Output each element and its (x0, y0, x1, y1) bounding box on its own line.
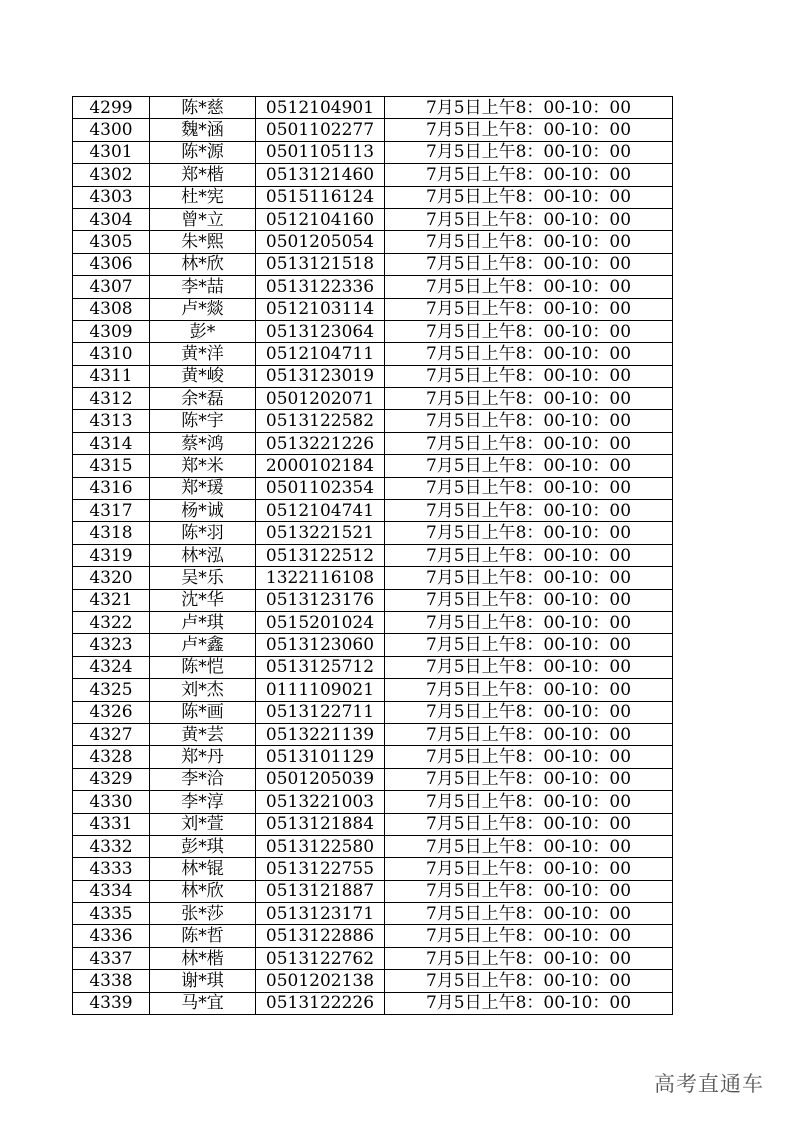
table-row (73, 410, 673, 432)
candidate-name-cell: 郑*瑗 (150, 477, 256, 499)
candidate-id-cell: 2000102184 (256, 455, 385, 477)
candidate-name-cell: 沈*华 (150, 589, 256, 611)
candidate-id-cell: 0513101129 (256, 746, 385, 768)
candidate-id-cell: 0513123060 (256, 634, 385, 656)
candidate-name-cell: 郑*楷 (150, 164, 256, 186)
candidate-id-cell: 0513123176 (256, 589, 385, 611)
row-number-cell: 4319 (73, 544, 150, 566)
candidate-name-cell: 陈*慈 (150, 97, 256, 119)
candidate-name-cell: 陈*羽 (150, 522, 256, 544)
row-number-cell: 4315 (73, 455, 150, 477)
exam-time-cell: 7月5日上午8：00-10：00 (385, 276, 673, 298)
candidate-id-cell: 1322116108 (256, 567, 385, 589)
exam-time-cell: 7月5日上午8：00-10：00 (385, 679, 673, 701)
candidate-id-cell: 0513122226 (256, 992, 385, 1014)
row-number-cell: 4337 (73, 947, 150, 969)
exam-time-cell: 7月5日上午8：00-10：00 (385, 208, 673, 230)
candidate-id-cell: 0513122336 (256, 276, 385, 298)
table-row (73, 388, 673, 410)
candidate-name-cell: 林*欣 (150, 253, 256, 275)
exam-time-cell: 7月5日上午8：00-10：00 (385, 477, 673, 499)
candidate-id-cell: 0515116124 (256, 186, 385, 208)
row-number-cell: 4299 (73, 97, 150, 119)
exam-time-cell: 7月5日上午8：00-10：00 (385, 835, 673, 857)
candidate-name-cell: 黄*芸 (150, 723, 256, 745)
row-number-cell: 4305 (73, 231, 150, 253)
candidate-id-cell: 0513122886 (256, 925, 385, 947)
exam-time-cell: 7月5日上午8：00-10：00 (385, 768, 673, 790)
table-row (73, 208, 673, 230)
row-number-cell: 4331 (73, 813, 150, 835)
row-number-cell: 4324 (73, 656, 150, 678)
row-number-cell: 4303 (73, 186, 150, 208)
exam-schedule-table-body (73, 97, 673, 1015)
candidate-name-cell: 陈*宇 (150, 410, 256, 432)
table-row (73, 298, 673, 320)
table-row (73, 679, 673, 701)
row-number-cell: 4317 (73, 500, 150, 522)
candidate-name-cell: 杜*宪 (150, 186, 256, 208)
candidate-name-cell: 卢*鑫 (150, 634, 256, 656)
exam-time-cell: 7月5日上午8：00-10：00 (385, 141, 673, 163)
table-row (73, 970, 673, 992)
table-row (73, 119, 673, 141)
candidate-name-cell: 卢*琪 (150, 611, 256, 633)
table-row (73, 656, 673, 678)
candidate-name-cell: 彭* (150, 320, 256, 342)
table-row (73, 253, 673, 275)
candidate-name-cell: 陈*画 (150, 701, 256, 723)
exam-time-cell: 7月5日上午8：00-10：00 (385, 164, 673, 186)
row-number-cell: 4320 (73, 567, 150, 589)
candidate-name-cell: 郑*丹 (150, 746, 256, 768)
exam-time-cell: 7月5日上午8：00-10：00 (385, 701, 673, 723)
row-number-cell: 4334 (73, 880, 150, 902)
candidate-name-cell: 刘*杰 (150, 679, 256, 701)
candidate-name-cell: 林*楷 (150, 947, 256, 969)
candidate-id-cell: 0513122512 (256, 544, 385, 566)
table-row (73, 701, 673, 723)
candidate-id-cell: 0513221003 (256, 791, 385, 813)
row-number-cell: 4310 (73, 343, 150, 365)
table-row (73, 925, 673, 947)
row-number-cell: 4329 (73, 768, 150, 790)
candidate-name-cell: 林*泓 (150, 544, 256, 566)
exam-schedule-table (72, 96, 673, 1015)
table-row (73, 432, 673, 454)
candidate-name-cell: 刘*萱 (150, 813, 256, 835)
candidate-id-cell: 0513125712 (256, 656, 385, 678)
row-number-cell: 4325 (73, 679, 150, 701)
candidate-id-cell: 0513123171 (256, 903, 385, 925)
exam-time-cell: 7月5日上午8：00-10：00 (385, 589, 673, 611)
exam-time-cell: 7月5日上午8：00-10：00 (385, 611, 673, 633)
table-row (73, 231, 673, 253)
row-number-cell: 4313 (73, 410, 150, 432)
candidate-id-cell: 0513221521 (256, 522, 385, 544)
exam-time-cell: 7月5日上午8：00-10：00 (385, 186, 673, 208)
row-number-cell: 4336 (73, 925, 150, 947)
row-number-cell: 4306 (73, 253, 150, 275)
candidate-name-cell: 马*宜 (150, 992, 256, 1014)
candidate-name-cell: 黄*洋 (150, 343, 256, 365)
candidate-id-cell: 0501205054 (256, 231, 385, 253)
exam-time-cell: 7月5日上午8：00-10：00 (385, 97, 673, 119)
candidate-id-cell: 0513122582 (256, 410, 385, 432)
exam-time-cell: 7月5日上午8：00-10：00 (385, 544, 673, 566)
candidate-id-cell: 0512104160 (256, 208, 385, 230)
exam-time-cell: 7月5日上午8：00-10：00 (385, 119, 673, 141)
table-row (73, 791, 673, 813)
candidate-id-cell: 0111109021 (256, 679, 385, 701)
table-row (73, 186, 673, 208)
candidate-name-cell: 林*锟 (150, 858, 256, 880)
candidate-id-cell: 0513221139 (256, 723, 385, 745)
exam-time-cell: 7月5日上午8：00-10：00 (385, 522, 673, 544)
candidate-id-cell: 0512103114 (256, 298, 385, 320)
row-number-cell: 4301 (73, 141, 150, 163)
row-number-cell: 4304 (73, 208, 150, 230)
row-number-cell: 4335 (73, 903, 150, 925)
candidate-name-cell: 蔡*鸿 (150, 432, 256, 454)
candidate-name-cell: 吴*乐 (150, 567, 256, 589)
row-number-cell: 4308 (73, 298, 150, 320)
candidate-id-cell: 0513121460 (256, 164, 385, 186)
candidate-id-cell: 0501202138 (256, 970, 385, 992)
exam-time-cell: 7月5日上午8：00-10：00 (385, 656, 673, 678)
table-row (73, 634, 673, 656)
row-number-cell: 4321 (73, 589, 150, 611)
row-number-cell: 4333 (73, 858, 150, 880)
exam-time-cell: 7月5日上午8：00-10：00 (385, 947, 673, 969)
candidate-name-cell: 卢*燚 (150, 298, 256, 320)
candidate-name-cell: 张*莎 (150, 903, 256, 925)
table-row (73, 611, 673, 633)
exam-time-cell: 7月5日上午8：00-10：00 (385, 365, 673, 387)
candidate-name-cell: 朱*熙 (150, 231, 256, 253)
table-row (73, 746, 673, 768)
row-number-cell: 4309 (73, 320, 150, 342)
candidate-id-cell: 0513122755 (256, 858, 385, 880)
candidate-name-cell: 杨*诚 (150, 500, 256, 522)
exam-time-cell: 7月5日上午8：00-10：00 (385, 746, 673, 768)
candidate-id-cell: 0501205039 (256, 768, 385, 790)
table-row (73, 858, 673, 880)
exam-time-cell: 7月5日上午8：00-10：00 (385, 925, 673, 947)
table-row (73, 343, 673, 365)
candidate-name-cell: 陈*哲 (150, 925, 256, 947)
table-row (73, 567, 673, 589)
exam-time-cell: 7月5日上午8：00-10：00 (385, 813, 673, 835)
watermark-text: 高考直通车 (654, 1072, 764, 1096)
candidate-id-cell: 0512104711 (256, 343, 385, 365)
candidate-id-cell: 0512104901 (256, 97, 385, 119)
candidate-name-cell: 彭*琪 (150, 835, 256, 857)
row-number-cell: 4330 (73, 791, 150, 813)
candidate-name-cell: 曾*立 (150, 208, 256, 230)
row-number-cell: 4338 (73, 970, 150, 992)
exam-time-cell: 7月5日上午8：00-10：00 (385, 723, 673, 745)
candidate-name-cell: 李*喆 (150, 276, 256, 298)
table-row (73, 365, 673, 387)
candidate-id-cell: 0512104741 (256, 500, 385, 522)
candidate-id-cell: 0513121887 (256, 880, 385, 902)
table-row (73, 835, 673, 857)
row-number-cell: 4316 (73, 477, 150, 499)
row-number-cell: 4314 (73, 432, 150, 454)
row-number-cell: 4328 (73, 746, 150, 768)
exam-time-cell: 7月5日上午8：00-10：00 (385, 500, 673, 522)
exam-time-cell: 7月5日上午8：00-10：00 (385, 880, 673, 902)
table-row (73, 455, 673, 477)
exam-time-cell: 7月5日上午8：00-10：00 (385, 253, 673, 275)
exam-time-cell: 7月5日上午8：00-10：00 (385, 410, 673, 432)
row-number-cell: 4323 (73, 634, 150, 656)
exam-time-cell: 7月5日上午8：00-10：00 (385, 320, 673, 342)
row-number-cell: 4307 (73, 276, 150, 298)
exam-time-cell: 7月5日上午8：00-10：00 (385, 858, 673, 880)
exam-time-cell: 7月5日上午8：00-10：00 (385, 298, 673, 320)
candidate-name-cell: 李*淳 (150, 791, 256, 813)
exam-time-cell: 7月5日上午8：00-10：00 (385, 903, 673, 925)
exam-time-cell: 7月5日上午8：00-10：00 (385, 567, 673, 589)
table-row (73, 813, 673, 835)
table-row (73, 880, 673, 902)
table-row (73, 477, 673, 499)
table-row (73, 903, 673, 925)
table-row (73, 141, 673, 163)
exam-time-cell: 7月5日上午8：00-10：00 (385, 343, 673, 365)
exam-time-cell: 7月5日上午8：00-10：00 (385, 791, 673, 813)
row-number-cell: 4312 (73, 388, 150, 410)
candidate-id-cell: 0513122580 (256, 835, 385, 857)
table-row (73, 522, 673, 544)
candidate-id-cell: 0513121518 (256, 253, 385, 275)
candidate-name-cell: 陈*恺 (150, 656, 256, 678)
table-row (73, 500, 673, 522)
candidate-name-cell: 郑*米 (150, 455, 256, 477)
exam-time-cell: 7月5日上午8：00-10：00 (385, 970, 673, 992)
row-number-cell: 4311 (73, 365, 150, 387)
candidate-id-cell: 0513123019 (256, 365, 385, 387)
exam-time-cell: 7月5日上午8：00-10：00 (385, 992, 673, 1014)
candidate-id-cell: 0501202071 (256, 388, 385, 410)
candidate-id-cell: 0513121884 (256, 813, 385, 835)
candidate-id-cell: 0513122762 (256, 947, 385, 969)
table-row (73, 320, 673, 342)
row-number-cell: 4332 (73, 835, 150, 857)
candidate-id-cell: 0501102277 (256, 119, 385, 141)
candidate-id-cell: 0513221226 (256, 432, 385, 454)
table-row (73, 768, 673, 790)
candidate-name-cell: 魏*涵 (150, 119, 256, 141)
row-number-cell: 4326 (73, 701, 150, 723)
row-number-cell: 4339 (73, 992, 150, 1014)
candidate-name-cell: 李*洽 (150, 768, 256, 790)
table-row (73, 97, 673, 119)
table-row (73, 947, 673, 969)
table-row (73, 276, 673, 298)
candidate-id-cell: 0501105113 (256, 141, 385, 163)
exam-time-cell: 7月5日上午8：00-10：00 (385, 231, 673, 253)
candidate-id-cell: 0513123064 (256, 320, 385, 342)
exam-time-cell: 7月5日上午8：00-10：00 (385, 455, 673, 477)
candidate-name-cell: 谢*琪 (150, 970, 256, 992)
exam-time-cell: 7月5日上午8：00-10：00 (385, 388, 673, 410)
table-row (73, 589, 673, 611)
candidate-id-cell: 0501102354 (256, 477, 385, 499)
row-number-cell: 4302 (73, 164, 150, 186)
candidate-name-cell: 陈*源 (150, 141, 256, 163)
row-number-cell: 4300 (73, 119, 150, 141)
row-number-cell: 4322 (73, 611, 150, 633)
candidate-name-cell: 黄*峻 (150, 365, 256, 387)
candidate-name-cell: 余*磊 (150, 388, 256, 410)
exam-time-cell: 7月5日上午8：00-10：00 (385, 432, 673, 454)
table-row (73, 164, 673, 186)
candidate-name-cell: 林*欣 (150, 880, 256, 902)
row-number-cell: 4327 (73, 723, 150, 745)
candidate-id-cell: 0513122711 (256, 701, 385, 723)
table-row (73, 723, 673, 745)
row-number-cell: 4318 (73, 522, 150, 544)
exam-time-cell: 7月5日上午8：00-10：00 (385, 634, 673, 656)
candidate-id-cell: 0515201024 (256, 611, 385, 633)
table-row (73, 544, 673, 566)
table-row (73, 992, 673, 1014)
